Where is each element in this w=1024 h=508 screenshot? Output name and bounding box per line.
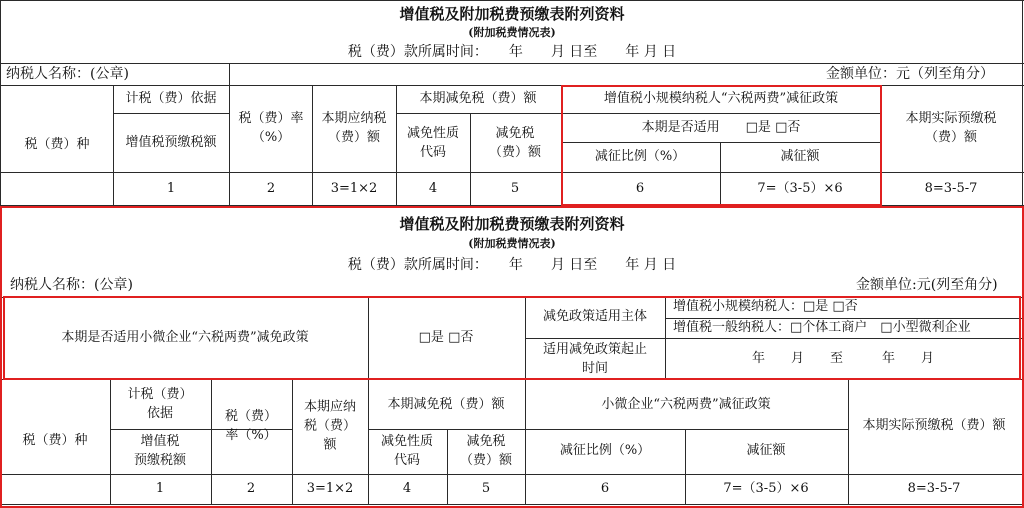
policy-question: 本期是否适用小微企业“六税两费”减免政策 [61,330,309,345]
row-col-6-bottom: 6 [600,481,610,496]
policy-small-scale: 增值税小规模纳税人：□是 □否 [673,299,858,314]
header-policy-group-bottom: 小微企业“六税两费”减征政策 [601,397,771,412]
header-relief-group-bottom: 本期减免税（费）额 [387,397,505,412]
row-col-1-bottom: 1 [155,481,165,496]
policy-period-value: 年 月 至 年 月 [751,351,935,366]
header-actual-prepay-bottom: 本期实际预缴税（费）额 [862,418,1006,433]
header-relief-code-bottom: 减免性质 代码 [380,434,434,468]
form-title: 增值税及附加税费预缴表附列资料 [399,5,625,23]
row-col-5-bottom: 5 [481,481,491,496]
header-rate-bottom: 税（费） 率（%） [224,409,278,443]
policy-subject-label: 减免政策适用主体 [542,309,648,324]
row-col-3: 3=1×2 [330,181,378,196]
header-relief-code: 减免性质 代码 [406,126,460,160]
tax-period: 税（费）款所属时间： 年 月 日至 年 月 日 [347,44,677,60]
row-col-7: 7=（3-5）×6 [757,181,843,196]
header-vat-prepay: 增值税预缴税额 [125,135,217,150]
row-col-6: 6 [635,181,645,196]
row-col-1: 1 [166,181,176,196]
row-col-4-bottom: 4 [402,481,412,496]
row-col-2-bottom: 2 [246,481,256,496]
policy-general: 增值税一般纳税人：□个体工商户 □小型微利企业 [673,320,971,335]
row-col-3-bottom: 3=1×2 [306,481,354,496]
row-col-2: 2 [266,181,276,196]
header-applicable: 本期是否适用 □是 □否 [641,120,801,135]
row-col-5: 5 [510,181,520,196]
taxpayer-name-label: 纳税人名称：(公章) [6,66,129,82]
header-basis: 计税（费）依据 [125,91,217,106]
header-payable: 本期应纳税 （费）额 [321,111,387,145]
highlight-box-bottom-policy [3,296,1021,380]
highlight-box-top-policy [561,85,882,206]
policy-yes-no: □是 □否 [418,330,474,345]
form-title-bottom: 增值税及附加税费预缴表附列资料 [399,215,625,233]
header-reduction-ratio-bottom: 减征比例（%） [559,443,651,458]
policy-period-label: 适用减免政策起止 时间 [542,342,648,376]
row-col-4: 4 [428,181,438,196]
amount-unit-label-bottom: 金额单位:元(列至角分) [856,277,998,293]
header-basis-bottom: 计税（费） 依据 [127,387,193,421]
header-tax-type-bottom: 税（费）种 [22,433,88,448]
header-vat-prepay-bottom: 增值税 预缴税额 [133,434,187,468]
header-relief-amount-bottom: 减免税 （费）额 [459,434,513,468]
header-reduction-ratio: 减征比例（%） [594,149,686,164]
amount-unit-label: 金额单位：元（列至角分） [826,66,994,82]
tax-period-bottom: 税（费）款所属时间： 年 月 日至 年 月 日 [347,257,677,273]
header-reduction-amount: 减征额 [780,149,820,164]
header-tax-type: 税（费）种 [24,137,90,152]
header-relief-amount: 减免税 （费）额 [488,126,542,160]
header-reduction-amount-bottom: 减征额 [746,443,786,458]
header-payable-bottom: 本期应纳 税（费） 额 [303,399,357,453]
row-col-8-bottom: 8=3-5-7 [907,481,961,496]
header-rate: 税（费）率 （%） [238,111,304,145]
header-policy-group: 增值税小规模纳税人“六税两费”减征政策 [603,91,839,106]
header-actual-prepay: 本期实际预缴税 （费）额 [905,111,997,145]
row-col-8: 8=3-5-7 [924,181,978,196]
header-relief-group: 本期减免税（费）额 [419,91,537,106]
row-col-7-bottom: 7=（3-5）×6 [723,481,809,496]
form-subtitle-bottom: (附加税费情况表) [468,237,556,250]
taxpayer-name-label-bottom: 纳税人名称：(公章) [10,277,133,293]
form-subtitle: (附加税费情况表) [468,26,556,39]
